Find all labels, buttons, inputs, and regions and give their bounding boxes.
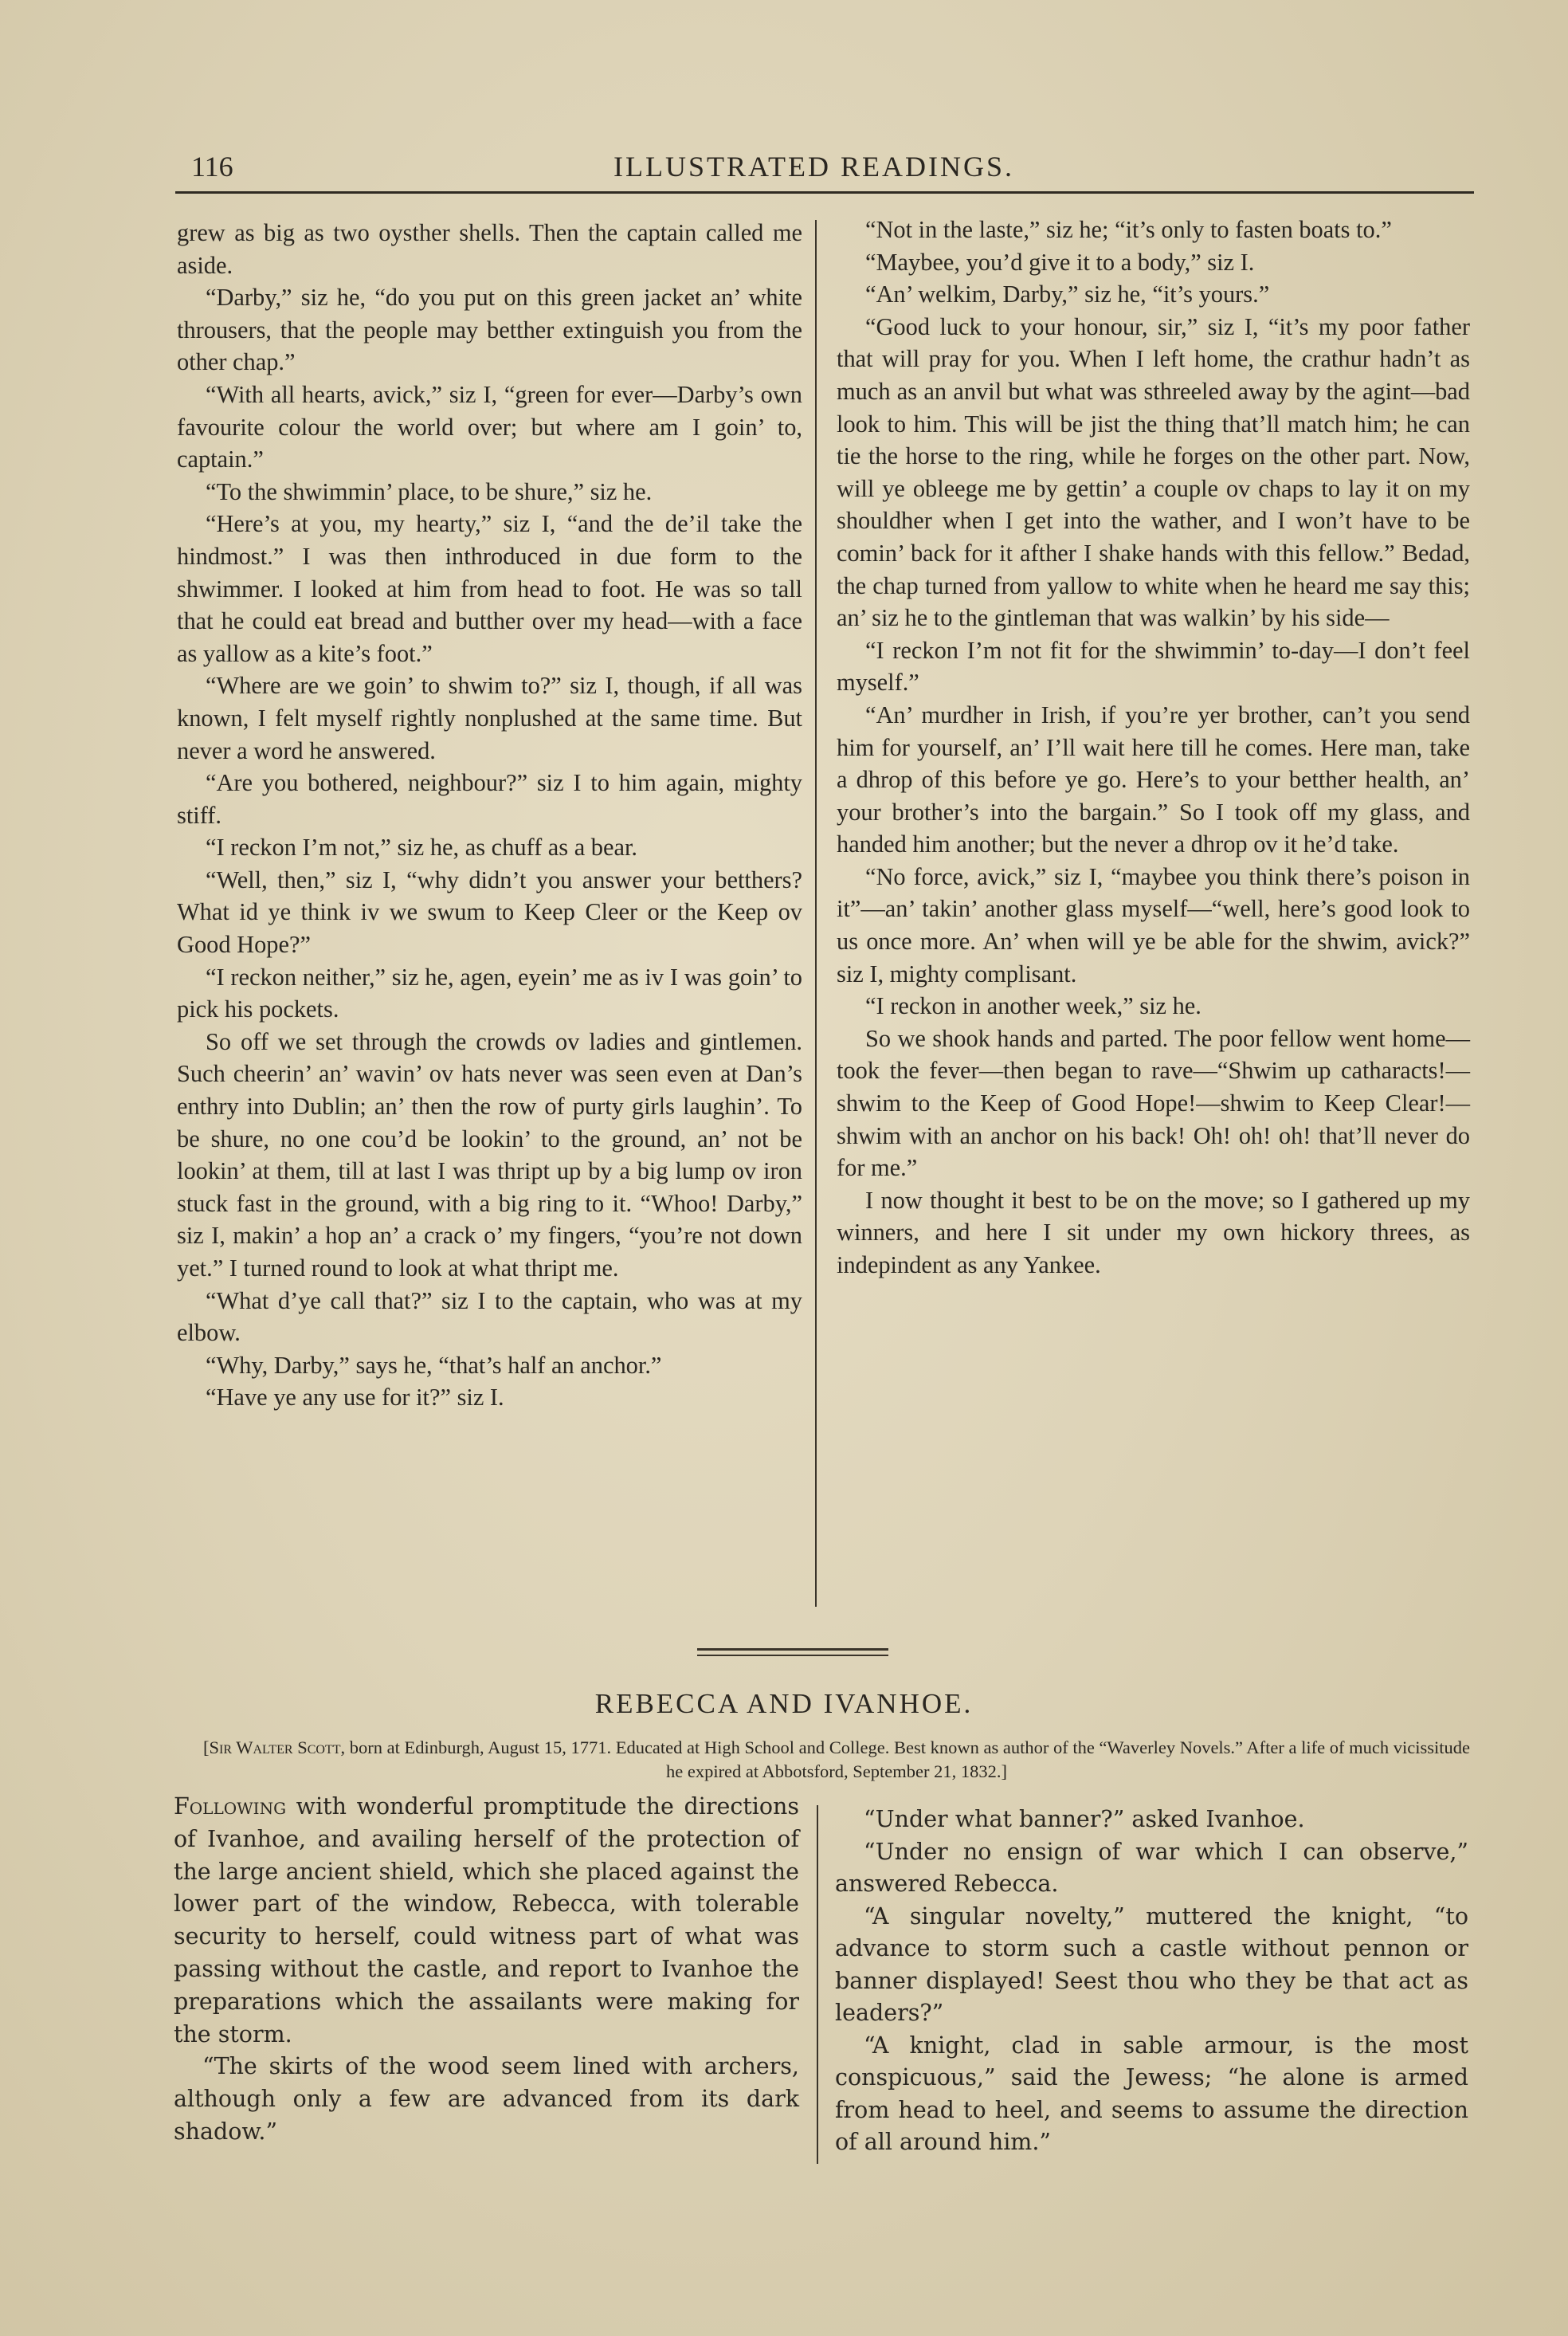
paragraph: “Have ye any use for it?” siz I. — [206, 1384, 504, 1411]
running-title: ILLUSTRATED READINGS. — [613, 151, 1014, 183]
paragraph: “An’ murdher in Irish, if you’re yer brother, can’t you send him for yourself, an’ I’ll wait here till he comes. Here man, take a dhrop of this before ye go. Here’s to your betther health, an’ your brother’s into the bargain.” So I took off my glass, and handed him another; but the never a dhrop ov it he’d take. — [837, 701, 1470, 858]
section-divider — [697, 1648, 888, 1659]
paragraph: “Maybee, you’d give it to a body,” siz I. — [865, 248, 1255, 276]
divider-line — [697, 1648, 888, 1651]
paragraph: “Why, Darby,” says he, “that’s half an anchor.” — [206, 1351, 662, 1379]
paragraph: “I reckon I’m not fit for the shwimmin’ to-day—I don’t feel myself.” — [837, 636, 1470, 697]
paragraph: “Here’s at you, my hearty,” siz I, “and the de’il take the hindmost.” I was then inthroduced in due form to the shwimmer. I looked at him from head to foot. He was so tall that he could eat bread and butther over my head—with a face as yallow as a kite’s foot.” — [177, 510, 802, 667]
paragraph: “Darby,” siz he, “do you put on this green jacket an’ white throusers, that the people may betther extinguish you from the other chap.” — [177, 284, 802, 376]
paragraph: “Good luck to your honour, sir,” siz I, “it’s my poor father that will pray for you. When I left home, the crathur hadn’t as much as an anvil but what was sthreeled away by the agint—bad look to him. This will be jist the thing that’ll match him; he can tie the horse to the ring, while he forges on the other part. Now, will ye obleege me by gettin’ a couple ov chaps to lay it on my shouldher when I get into the wather, and I won’t have to be comin’ back for it afther I shake hands with this fellow.” Bedad, the chap turned from yallow to white when he heard me say this; an’ siz he to the gintleman that was walkin’ by his side— — [837, 312, 1470, 632]
column-divider — [817, 1805, 818, 2164]
paragraph-text: with wonderful promptitude the directions of Ivanhoe, and availing herself of the protection of the large ancient shield, which she placed against the lower part of the window, Rebecca, with tolerable security to herself, could witness part of what was passing without the castle, and report to Ivanhoe the preparations which the assailants were making for the storm. — [174, 1793, 799, 2047]
page-number: 116 — [191, 151, 233, 183]
paragraph: “A knight, clad in sable armour, is the most conspicuous,” said the Jewess; “he alone is armed from head to heel, and seems to assume the direction of all around him.” — [835, 2032, 1468, 2155]
paragraph: “I reckon I’m not,” siz he, as chuff as a bear. — [206, 834, 638, 862]
paragraph: “The skirts of the wood seem lined with archers, although only a few are advanced from its dark shadow.” — [174, 2053, 799, 2145]
note-bracket-close: ] — [1001, 1761, 1008, 1781]
paragraph: “Not in the laste,” siz he; “it’s only to fasten boats to.” — [865, 216, 1392, 243]
divider-line — [697, 1655, 888, 1656]
section-title: REBECCA AND IVANHOE. — [594, 1688, 974, 1719]
paragraph: So off we set through the crowds ov ladies and gintlemen. Such cheerin’ an’ wavin’ ov hats never was seen even at Dan’s enthry into Dublin; an’ then the row of purty girls laughin’. To be shure, no one cou’d be lookin’ to the ground, an’ not be lookin’ at them, till at last I was thript up by a big lump ov iron stuck fast in the ground, with a big ring to it. “Whoo! Darby,” siz I, makin’ a hop an’ a crack o’ my fingers, “you’re not down yet.” I turned round to look at what thript me. — [177, 1027, 802, 1282]
paragraph: “Well, then,” siz I, “why didn’t you answer your betthers? What id ye think iv we swum to Keep Cleer or the Keep ov Good Hope?” — [177, 866, 802, 959]
paragraph: “With all hearts, avick,” siz I, “green for ever—Darby’s own favourite colour the world over; but where am I goin’ to, captain.” — [177, 380, 802, 473]
lower-right-column — [835, 1804, 1468, 2159]
note-bracket-open: [ — [203, 1737, 210, 1757]
paragraph: So we shook hands and parted. The poor fellow went home—took the fever—then began to rave—“Shwim up catharacts!—shwim to the Keep of Good Hope!—shwim to Keep Clear!—shwim with an anchor on his back! Oh! oh! oh! that’ll never do for me.” — [837, 1024, 1470, 1182]
paragraph: “Under no ensign of war which I can observe,” answered Rebecca. — [835, 1838, 1468, 1897]
upper-left-column — [177, 217, 802, 1414]
paragraph — [174, 1791, 799, 2051]
column-divider — [815, 220, 817, 1607]
paragraph: I now thought it best to be on the move; so I gathered up my winners, and here I sit under my own hickory threes, as indepindent as any Yankee. — [837, 1186, 1470, 1278]
paragraph: “To the shwimmin’ place, to be shure,” siz he. — [206, 477, 653, 505]
lower-left-column — [174, 1791, 799, 2149]
opening-word: Following — [174, 1793, 287, 1820]
paragraph: “Under what banner?” asked Ivanhoe. — [864, 1806, 1305, 1832]
upper-right-column — [837, 214, 1470, 1282]
author-note — [199, 1736, 1474, 1784]
paragraph: “Are you bothered, neighbour?” siz I to him again, mighty stiff. — [177, 769, 802, 829]
paragraph: “An’ welkim, Darby,” siz he, “it’s yours.” — [865, 281, 1270, 308]
page-header — [191, 150, 1466, 190]
paragraph: “No force, avick,” siz I, “maybee you think there’s poison in it”—an’ takin’ another glass myself—“well, here’s good look to us once more. An’ when will ye be able for the shwim, avick?” siz I, mighty complisant. — [837, 862, 1470, 987]
paragraph: “I reckon in another week,” siz he. — [865, 992, 1201, 1020]
paragraph: “Where are we goin’ to shwim to?” siz I, though, if all was known, I felt myself rightly nonplushed at the same time. But never a word he answered. — [177, 672, 802, 764]
author-name: Sir Walter Scott — [209, 1737, 341, 1757]
paragraph: “I reckon neither,” siz he, agen, eyein’ me as iv I was goin’ to pick his pockets. — [177, 963, 802, 1023]
paragraph: “A singular novelty,” muttered the knight, “to advance to storm such a castle without pennon or banner displayed! Seest thou who they be that act as leaders?” — [835, 1902, 1468, 2026]
paragraph: grew as big as two oysther shells. Then the captain called me aside. — [177, 219, 802, 279]
paragraph: “What d’ye call that?” siz I to the captain, who was at my elbow. — [177, 1286, 802, 1347]
header-rule — [175, 191, 1474, 194]
author-note-text: , born at Edinburgh, August 15, 1771. Educated at High School and College. Best known as author of the “Waverley Novels.” After a life of much vicissitude he expired at Abbotsford, September 21, 1832. — [340, 1737, 1470, 1781]
